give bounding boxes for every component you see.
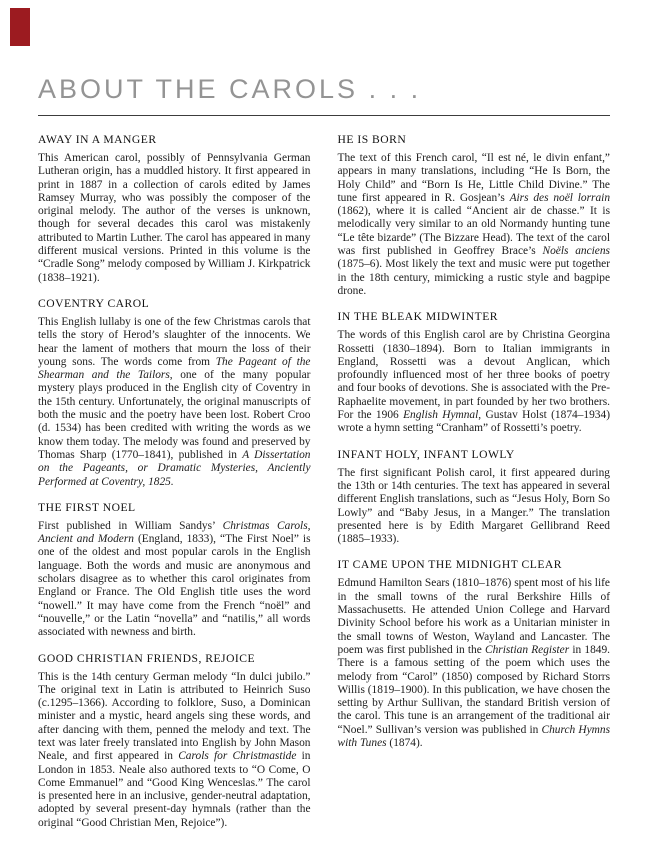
section-heading: GOOD CHRISTIAN FRIENDS, REJOICE bbox=[38, 651, 256, 665]
carol-section bbox=[338, 133, 611, 298]
carol-section bbox=[38, 501, 311, 640]
section-body: First published in William Sandys’ Christmas Carols, Ancient and Modern (England, 1833), “The First Noel” is one of the oldest and most popular carols in the English language. Both the words and music are anonymous and scholars disagree as to whether this carol originates from England or France. The Old English title uses the word “nowell.” It may have come from the French “noël” and “nouvelle,” or the Latin “novella” and “natilis,” all words associated with newness and birth. bbox=[38, 519, 311, 639]
carol-section bbox=[38, 652, 311, 831]
section-body: This American carol, possibly of Pennsylvania German Lutheran origin, has a muddled history. It first appeared in print in 1887 in a collection of carols edited by James Ramsey Murray, who was possibly the composer of the original melody. The author of the verses is unknown, though for several decades this carol was mistakenly attributed to Martin Luther. The carol has appeared in many different musical versions. Printed in this volume is the “Cradle Song” melody composed by William J. Kirkpatrick (1838–1921). bbox=[38, 152, 311, 284]
section-body: The words of this English carol are by Christina Georgina Rossetti (1830–1894). Born to Italian immigrants in England, Rossetti was a devout Anglican, which profoundly influenced most of her three books of poetry and four books of devotions. She is associated with the Pre-Raphaelite movement, in part founded by her two brothers. For the 1906 English Hymnal, Gustav Holst (1874–1934) wrote a hymn setting “Cranham” of Rossetti’s poetry. bbox=[337, 329, 610, 435]
page-title: ABOUT THE CAROLS . . . bbox=[38, 74, 422, 104]
column-right bbox=[338, 133, 611, 762]
carol-section bbox=[338, 558, 611, 750]
section-body: Edmund Hamilton Sears (1810–1876) spent most of his life in the small towns of the rural Berkshire Hills of Massachusetts. He attended Union College and Harvard Divinity School before his work as a Unitarian minister in the small towns of Weston, Wayland and Lancaster. The poem was first published in the Christian Register in 1849. There is a famous setting of the poem which uses the melody from “Carol” (1850) composed by Richard Storrs Willis (1819–1900). In this publication, we have chosen the setting by Arthur Sullivan, the standard British version of the carol. This tune is an arrangement of the traditional air “Noel.” Sullivan’s version was published in Church Hymns with Tunes (1874). bbox=[337, 577, 611, 749]
section-body: The first significant Polish carol, it first appeared during the 13th or 14th centuries. The text has appeared in several different English translations, such as “Jesus Holy, Born So Lowly” and “Baby Jesus, in a Manger.” The translation presented here is by Edith Margaret Gellibrand Reed (1885–1933). bbox=[337, 466, 610, 546]
section-heading: IT CAME UPON THE MIDNIGHT CLEAR bbox=[337, 558, 563, 572]
carol-section bbox=[338, 448, 611, 547]
section-heading: INFANT HOLY, INFANT LOWLY bbox=[337, 447, 515, 461]
section-body: This English lullaby is one of the few Christmas carols that tells the story of Herod’s slaughter of the innocents. We hear the lament of mothers that mourn the loss of their young sons. The words come from The Pageant of the Shearman and the Tailors, one of the many popular mystery plays produced in the English city of Coventry in the 15th century. Unfortunately, the original manuscripts of both the music and the poetry have been lost. Robert Croo (d. 1534) has been credited with writing the words as we know them today. The melody was found and preserved by Thomas Sharp (1770–1841), published in A Dissertation on the Pageants, or Dramatic Mysteries, Anciently Performed at Coventry, 1825. bbox=[38, 315, 311, 488]
red-bookmark-tab bbox=[10, 8, 30, 46]
column-left bbox=[38, 133, 311, 842]
carol-section bbox=[38, 133, 311, 285]
carol-section bbox=[338, 310, 611, 435]
section-heading: COVENTRY CAROL bbox=[38, 296, 150, 310]
title-divider bbox=[38, 115, 610, 116]
two-column-layout bbox=[38, 133, 610, 842]
section-heading: HE IS BORN bbox=[337, 133, 407, 146]
section-heading: AWAY IN A MANGER bbox=[38, 133, 157, 146]
section-heading: IN THE BLEAK MIDWINTER bbox=[337, 310, 499, 324]
section-body: The text of this French carol, “Il est né, le divin enfant,” appears in many translations, including “He Is Born, the Holy Child” and “Born Is He, Little Child Divine.” The tune first appeared in R. Gosjean’s Airs des noël lorrain (1862), where it is called “Ancient air de chasse.” It is melodically very similar to an old Normandy hunting tune “Le tête bizarde” (The Bizzare Head). The text of the carol was first published in Geoffrey Brace’s Noëls anciens (1875–6). Most likely the text and music were put together in the 18th century, mimicking a rustic style and bagpipe drone. bbox=[337, 152, 611, 297]
section-heading: THE FIRST NOEL bbox=[38, 500, 136, 514]
section-body: This is the 14th century German melody “In dulci jubilo.” The original text in Latin is attributed to Heinrich Suso (c.1295–1366). According to folklore, Suso, a Dominican minister and a mystic, heard angels sing these words, and after dancing with them, penned the melody and text. The text was later freely translated into English by John Mason Neale, and first appeared in Carols for Christmastide in London in 1853. Neale also authored texts to “O Come, O Come Emmanuel” and “Good King Wenceslas.” The carol is presented here in an inclusive, gender-neutral adaptation, adopted by several present-day hymnals (rather than the original “Good Christian Men, Rejoice”). bbox=[38, 670, 311, 829]
carol-section bbox=[38, 297, 311, 489]
